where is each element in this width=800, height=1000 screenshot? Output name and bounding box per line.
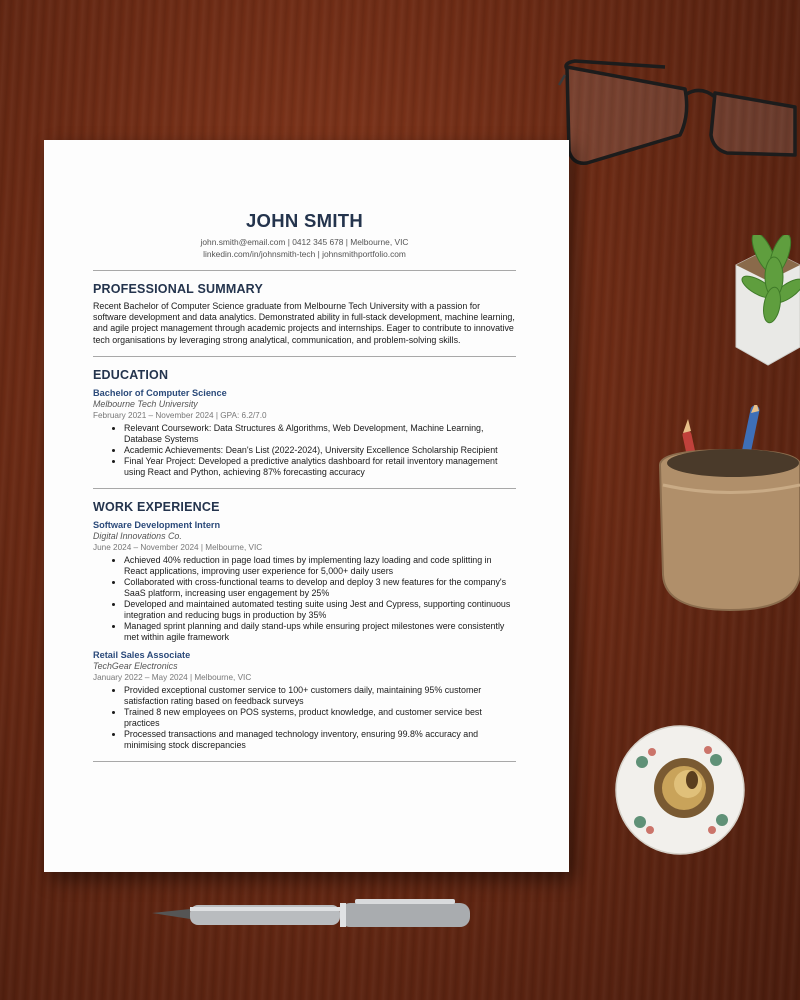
divider	[93, 356, 516, 357]
school-name: Melbourne Tech University	[93, 398, 198, 409]
summary-heading: PROFESSIONAL SUMMARY	[93, 282, 263, 296]
porcelain-jar-icon	[612, 722, 752, 857]
pencil-cup-icon	[655, 405, 800, 615]
contact-line-2: linkedin.com/in/johnsmith-tech | johnsmithportfolio.com	[203, 248, 406, 259]
education-dates: February 2021 – November 2024 | GPA: 6.2/7.0	[93, 410, 267, 420]
silver-pen-icon	[150, 895, 480, 935]
job-dates: January 2022 – May 2024 | Melbourne, VIC	[93, 672, 252, 682]
succulent-plant-icon	[728, 235, 800, 370]
list-item: • Trained 8 new employees on POS systems, product knowledge, and customer service best practices	[124, 707, 516, 729]
job-role: Retail Sales Associate	[93, 649, 191, 660]
divider	[93, 761, 516, 762]
divider	[93, 488, 516, 489]
job-bullets	[93, 555, 516, 643]
list-item: • Managed sprint planning and daily stand-ups while ensuring project milestones were consistently met within agile framework	[124, 621, 516, 643]
education-bullets	[93, 423, 516, 478]
list-item: • Developed and maintained automated testing suite using Jest and Cypress, supporting continuous integration and reducing bugs in production by 35%	[124, 599, 516, 621]
list-item: • Academic Achievements: Dean's List (2022-2024), University Excellence Scholarship Recipient	[124, 445, 516, 456]
summary-text: Recent Bachelor of Computer Science graduate from Melbourne Tech University with a passion for software development and data analytics. Demonstrated ability in full-stack development, machine learning, and agile project management through academic projects and internships. Eager to contribute to innovative tech organisations by leveraging strong analytical, communication, and problem-solving skills.	[93, 301, 515, 345]
experience-heading: WORK EXPERIENCE	[93, 499, 220, 514]
eyeglasses-icon	[555, 55, 800, 175]
divider	[93, 270, 516, 271]
job-company: TechGear Electronics	[93, 660, 178, 671]
job-company: Digital Innovations Co.	[93, 530, 182, 541]
list-item: • Relevant Coursework: Data Structures & Algorithms, Web Development, Machine Learning, Database Systems	[124, 423, 516, 445]
list-item: • Collaborated with cross-functional teams to develop and deploy 3 new features for the company's SaaS platform, increasing user engagement by 25%	[124, 577, 516, 599]
list-item: • Final Year Project: Developed a predictive analytics dashboard for retail inventory management using React and Python, achieving 87% forecasting accuracy	[124, 456, 516, 478]
job-bullets	[93, 685, 516, 751]
job-role: Software Development Intern	[93, 519, 221, 530]
education-heading: EDUCATION	[93, 367, 169, 382]
resume-page	[44, 140, 569, 872]
list-item: • Provided exceptional customer service to 100+ customers daily, maintaining 95% customer satisfaction rating based on feedback surveys	[124, 685, 516, 707]
resume-name: JOHN SMITH	[245, 210, 364, 231]
degree-title: Bachelor of Computer Science	[93, 387, 227, 398]
list-item: • Processed transactions and managed technology inventory, ensuring 99.8% accuracy and minimising stock discrepancies	[124, 729, 516, 751]
job-dates: June 2024 – November 2024 | Melbourne, VIC	[93, 542, 263, 552]
contact-line-1: john.smith@email.com | 0412 345 678 | Melbourne, VIC	[200, 237, 409, 247]
list-item: • Achieved 40% reduction in page load times by implementing lazy loading and code splitting in React applications, improving user experience for 5,000+ daily users	[124, 555, 516, 577]
